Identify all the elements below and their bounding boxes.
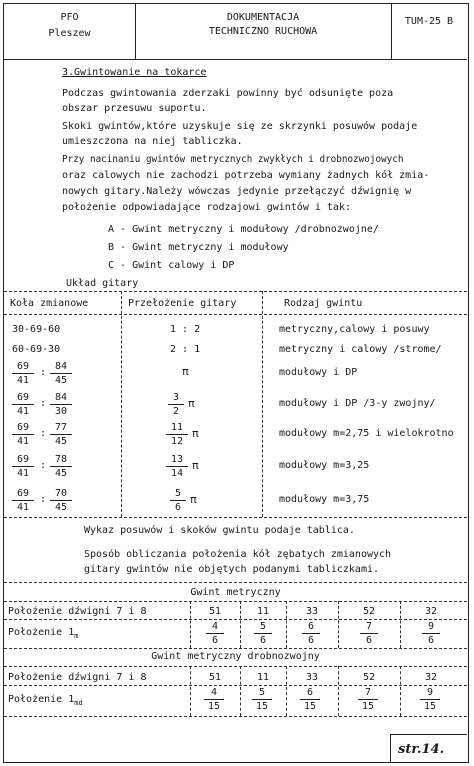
paragraph-line: obszar przesuwu suportu.	[62, 103, 207, 114]
document-page	[3, 3, 469, 763]
metric-value: 32	[424, 606, 438, 617]
page-number-box-edge	[390, 734, 391, 762]
ratio-fraction: 11 12	[166, 422, 188, 447]
table-top-rule	[4, 291, 467, 292]
header-code: TUM-25 B	[404, 16, 454, 27]
type-cell: modułowy m=3,75	[279, 494, 370, 505]
header-divider	[391, 4, 392, 59]
metric-fine-row-rule	[4, 685, 467, 686]
metric-fine-value: 32	[424, 672, 438, 683]
metric-fraction: 7 6	[360, 621, 378, 646]
metric-fraction: 5 6	[254, 621, 272, 646]
gear-fraction: 84 30	[50, 392, 72, 417]
metric-column-divider	[240, 601, 241, 648]
metric-fraction: 6 6	[302, 621, 320, 646]
metric-fine-value: 11	[256, 672, 270, 683]
metric-fine-fraction: 6 15	[300, 687, 320, 712]
metric-fine-column-divider	[400, 666, 401, 716]
type-cell: metryczny,calowy i posuwy	[279, 324, 430, 335]
pi-symbol: π	[188, 397, 195, 410]
header-doc-line1: DOKUMENTACJA	[226, 12, 300, 23]
table-header-rule	[4, 314, 467, 315]
ratio-fraction: 13 14	[166, 454, 188, 479]
table-header-type: Rodzaj gwintu	[284, 298, 363, 309]
ratio-fraction: 3 2	[168, 392, 184, 417]
option-b: B - Gwint metryczny i modułowy	[108, 242, 289, 253]
metric-fraction: 4 6	[206, 621, 224, 646]
metric-value: 11	[256, 606, 270, 617]
pi-symbol: π	[192, 459, 199, 472]
gear-fraction: 69 41	[12, 422, 34, 447]
paragraph-line: Przy nacinaniu gwintów metrycznych zwykłych i drobnozwojowych	[62, 154, 404, 165]
note-line: Wykaz posuwów i skoków gwintu podaje tablica.	[84, 525, 355, 536]
metric-value: 52	[362, 606, 376, 617]
metric-fine-bottom-rule	[4, 716, 467, 717]
paragraph-line: umieszczona na niej tabliczka.	[62, 136, 243, 147]
page-number: str.14.	[398, 742, 445, 757]
paragraph-line: nowych gitary.Należy wówczas jedynie przełączyć dźwignię w	[62, 186, 412, 197]
fraction-separator: :	[40, 398, 47, 409]
table-bottom-rule	[4, 517, 467, 518]
table-column-divider	[121, 291, 122, 517]
metric-row-rule	[4, 619, 467, 620]
fraction-separator: :	[40, 367, 47, 378]
gear-fraction: 84 45	[50, 361, 72, 386]
metric-title-rule	[4, 601, 467, 602]
page-number-box-edge	[390, 734, 467, 735]
metric-fine-column-divider	[338, 666, 339, 716]
metric-fine-row1-label: Położenie dźwigni 7 i 8	[8, 672, 147, 683]
metric-fine-row2-label: Położenie $1_{md}$	[8, 694, 83, 707]
metric-title: Gwint metryczny	[190, 587, 281, 598]
fraction-separator: :	[40, 428, 47, 439]
gear-fraction: 77 45	[50, 422, 72, 447]
table-header-ratio: Przełożenie gitary	[128, 298, 237, 309]
gear-fraction: 69 41	[12, 488, 34, 513]
type-cell: metryczny i calowy /strome/	[279, 344, 442, 355]
metric-fine-title: Gwint metryczny drobnozwojny	[151, 651, 320, 662]
gear-fraction: 69 41	[12, 361, 34, 386]
option-a: A - Gwint metryczny i modułowy /drobnozwojne/	[108, 224, 379, 235]
paragraph-line: oraz calowych nie zachodzi potrzeba wymiany żadnych kół zmia-	[62, 170, 430, 181]
metric-fine-fraction: 4 15	[204, 687, 224, 712]
metric-fine-value: 33	[305, 672, 319, 683]
metric-fine-fraction: 9 15	[420, 687, 440, 712]
table-header-gears: Koła zmianowe	[10, 298, 89, 309]
ratio-cell: π	[182, 365, 189, 378]
pi-symbol: π	[192, 427, 199, 440]
header-doc-line2: TECHNICZNO RUCHOWA	[208, 26, 318, 37]
metric-fine-fraction: 7 15	[358, 687, 378, 712]
table-title: Układ gitary	[66, 278, 139, 289]
header-org: PFO	[60, 12, 79, 23]
type-cell: modułowy m=2,75 i wielokrotno	[279, 428, 454, 439]
metric-fine-title-rule	[4, 666, 467, 667]
gear-fraction: 69 41	[12, 392, 34, 417]
type-cell: modułowy i DP	[279, 367, 358, 378]
metric-top-rule	[4, 582, 467, 583]
metric-value: 33	[305, 606, 319, 617]
metric-fine-column-divider	[240, 666, 241, 716]
metric-fraction: 9 6	[422, 621, 440, 646]
metric-column-divider	[190, 601, 191, 648]
option-c: C - Gwint calowy i DP	[108, 260, 235, 271]
note-line: gitary gwintów nie objętych podanymi tabliczkami.	[84, 564, 380, 575]
ratio-fraction: 5 6	[170, 488, 186, 513]
paragraph-line: Podczas gwintowania zderzaki powinny być odsunięte poza	[62, 88, 394, 99]
type-cell: modułowy m=3,25	[279, 460, 370, 471]
pi-symbol: π	[190, 493, 197, 506]
gear-fraction: 69 41	[12, 454, 34, 479]
metric-fine-fraction: 5 15	[252, 687, 272, 712]
gears-cell: 60-69-30	[12, 344, 61, 355]
type-cell: modułowy i DP /3-y zwojny/	[279, 398, 436, 409]
fraction-separator: :	[40, 494, 47, 505]
metric-fine-column-divider	[190, 666, 191, 716]
metric-fine-value: 52	[362, 672, 376, 683]
header-bottom-rule	[4, 59, 467, 60]
metric-row1-label: Położenie dźwigni 7 i 8	[8, 606, 147, 617]
metric-row2-label: Położenie $1_m$	[8, 627, 79, 640]
header-city: Pleszew	[48, 28, 91, 39]
metric-column-divider	[400, 601, 401, 648]
note-line: Sposób obliczania położenia kół zębatych zmianowych	[84, 549, 392, 560]
section-title: 3.Gwintowanie na tokarce	[62, 67, 207, 78]
metric-column-divider	[338, 601, 339, 648]
metric-fine-top-rule	[4, 648, 467, 649]
paragraph-line: Skoki gwintów,które uzyskuje się ze skrzynki posuwów podaje	[62, 121, 418, 132]
gear-fraction: 78 45	[50, 454, 72, 479]
metric-fine-column-divider	[286, 666, 287, 716]
metric-value: 51	[208, 606, 222, 617]
gear-fraction: 70 45	[50, 488, 72, 513]
table-column-divider	[262, 291, 263, 517]
metric-fine-value: 51	[208, 672, 222, 683]
ratio-cell: 2 : 1	[170, 344, 201, 355]
metric-column-divider	[286, 601, 287, 648]
ratio-cell: 1 : 2	[170, 324, 201, 335]
gears-cell: 30-69-60	[12, 324, 61, 335]
fraction-separator: :	[40, 460, 47, 471]
paragraph-line: położenie odpowiadające rodzajowi gwintów i tak:	[62, 202, 351, 213]
